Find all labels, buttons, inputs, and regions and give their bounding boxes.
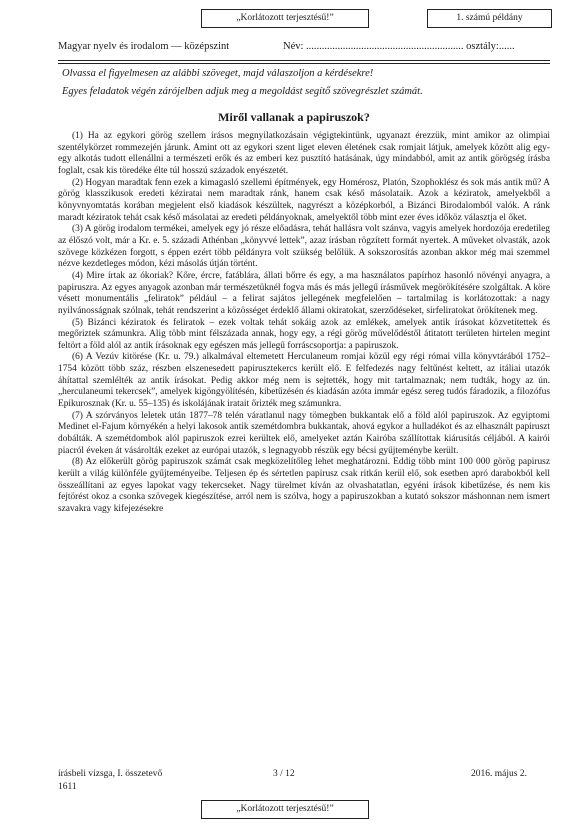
exam-date: 2016. május 2. xyxy=(471,769,527,779)
paragraph-5: (5) Bizánci kéziratok és feliratok – ezek voltak tehát sokáig azok az emlékek, amelyek antik írásokat közvetítettek és megőriztek számunkra. Alig több mint félszázada annak, hogy egy, a régi görög művelődéstől átitatott területen hirtelen megint feltört a föld alól az antik írásoknak egy egészen más jellegű forráscsoportja: a papiruszok. xyxy=(58,317,550,351)
paragraph-1: (1) Ha az egykori görög szellem írásos megnyilatkozásain végigtekintünk, ugyanazt érezzük, mint amikor az olimpiai szentélykörzet rommezején járunk. Amint ott az egykori szent liget eleven életének csak romjait látjuk, amelyek között alig egy-egy alkotás tudott ellenállni a természeti erők és az emberi kez pusztító hatásának, úgy mindabból, amit az antik görögség írásba foglalt, csak kis töredéke élte túl hosszú századok enyészetét. xyxy=(58,131,550,176)
exam-component-label: írásbeli vizsga, I. összetevő xyxy=(58,769,163,779)
paragraph-2: (2) Hogyan maradtak fenn ezek a kimagasló szellemi építmények, egy Homérosz, Platón, Szophoklész és sok más antik mű? A görög klasszikusok eredeti kéziratai nem maradtak ránk, hanem csak késő másolataik. Azok a kéziratok, amelyekből a könyvnyomtatás korában megjelent első kiadások készültek, nagyrészt a középkorból, a Bizánci Birodalomból valók. A ránk maradt kéziratok tehát csak késő másolatai az eredeti példányoknak, amelyektől több mint ezer éves időköz választja el őket. xyxy=(58,177,550,223)
header-rule-top xyxy=(58,60,550,61)
exam-code: 1611 xyxy=(58,782,77,792)
page-number: 3 / 12 xyxy=(273,769,295,779)
header-rule-bottom xyxy=(58,63,550,64)
paragraph-8: (8) Az előkerült görög papiruszok számát csak megközelítőleg lehet meghatározni. Eddig több mint 100 000 görög papirusz került a világ különféle gyűjteményeibe. Teljesen ép és sértetlen papirusz csak ritkán kerül elő, sok esetben apró darabokból kell összeállítani az egyes lapokat vagy tekercseket. Nagy türelmet kíván az olvashatatlan, egyéni írások kibetűzése, és nem kis fejtörést okoz a csonka szövegek kiegészítése, arról nem is szólva, hogy a papiruszokban a kutató sokszor máshonnan nem ismert szavakra vagy kifejezésekre xyxy=(58,457,550,514)
article-body xyxy=(58,131,550,516)
paragraph-3: (3) A görög irodalom termékei, amelyek egy jó része előadásra, tehát hallásra volt szánva, vagyis amelyek hordozója eredetileg az élőszó volt, már a Kr. e. 5. századi Athénban „könyvvé lettek”, azaz írásban rögzített formát nyertek. A műveket olvasták, azok szövege közkézen forgott, s éppen ezért több példányra volt szükség belőlük. A sokszorosítás azonban akkor még mai szemmel nézve kezdetleges módon, kézi másolás útján történt. xyxy=(58,224,550,270)
restricted-distribution-box: „Korlátozott terjesztésű!” xyxy=(201,9,369,28)
instruction-line-1: Olvassa el figyelmesen az alábbi szöveget, majd válaszoljon a kérdésekre! xyxy=(62,68,374,79)
paragraph-4: (4) Mire írtak az ókoriak? Kőre, ércre, fatáblára, állati bőrre és egy, a ma használatos papírhoz hasonló növényi anyagra, a papiruszra. Az egyes anyagok azonban már természetüknél fogva más és más jellegű írásművek megörökítésére szolgáltak. A köre vésett monumentális „feliratok” például – a felirat sajátos jellegének megfelelően – tartalmilag is korlátozottak: a nagy nyilvánosságnak szólnak, tehát rendszerint a közösséget érdeklő állami okiratokat, szerződéseket, sírfeliratokat örökítenek meg. xyxy=(58,270,550,316)
restricted-distribution-box-footer: „Korlátozott terjesztésű!” xyxy=(201,800,369,819)
article-title: Miről vallanak a papiruszok? xyxy=(218,110,370,124)
subject-label: Magyar nyelv és irodalom — középszint xyxy=(58,41,230,52)
paragraph-7: (7) A szórványos leletek után 1877–78 telén váratlanul nagy tömegben bukkantak elő a föld alól papiruszok. Az egyiptomi Medinet el-Fajum környékén a helyi lakosok antik szemétdombra bukkantak, ahová egykor a hulladékot és az elhasznált papiruszt dobálták. A szemétdombok alól papiruszok ezrei kerültek elő, amelyeket aztán Kairóba szállítottak kiárusítás céljából. A kairói piacról éveken át vásárolták ezeket az európai utazók, s legnagyobb részük egy bécsi gyűjteménybe került. xyxy=(58,410,550,456)
paragraph-6: (6) A Vezúv kitörése (Kr. u. 79.) alkalmával eltemetett Herculaneum romjai közül egy régi római villa könyvtárából 1752–1754 között több száz, részben elszenesedett papirusztekercs került elő. E felfedezés nagy feltűnést keltett, az itáliai utazók áhítattal szemlélték az antik írásokat. Pedig akkor még nem is sejtették, hogy mit tartalmaznak; nem tudták, hogy az ún. „herculaneumi tekercsek”, amelyek kigöngyölítésén, kibetűzésén és kiadásán azóta immár egész sereg tudós fáradozik, a filozófus Epikurosznak (Kr. u. 55–135) és iskolájának iratait őrizték meg számunkra. xyxy=(58,352,550,410)
name-class-field: Név: ............................................................ osztály:...... xyxy=(283,41,515,52)
instruction-line-2: Egyes feladatok végén zárójelben adjuk meg a megoldást segítő szövegrészlet számát. xyxy=(62,86,423,97)
copy-number-box: 1. számú példány xyxy=(427,9,552,28)
